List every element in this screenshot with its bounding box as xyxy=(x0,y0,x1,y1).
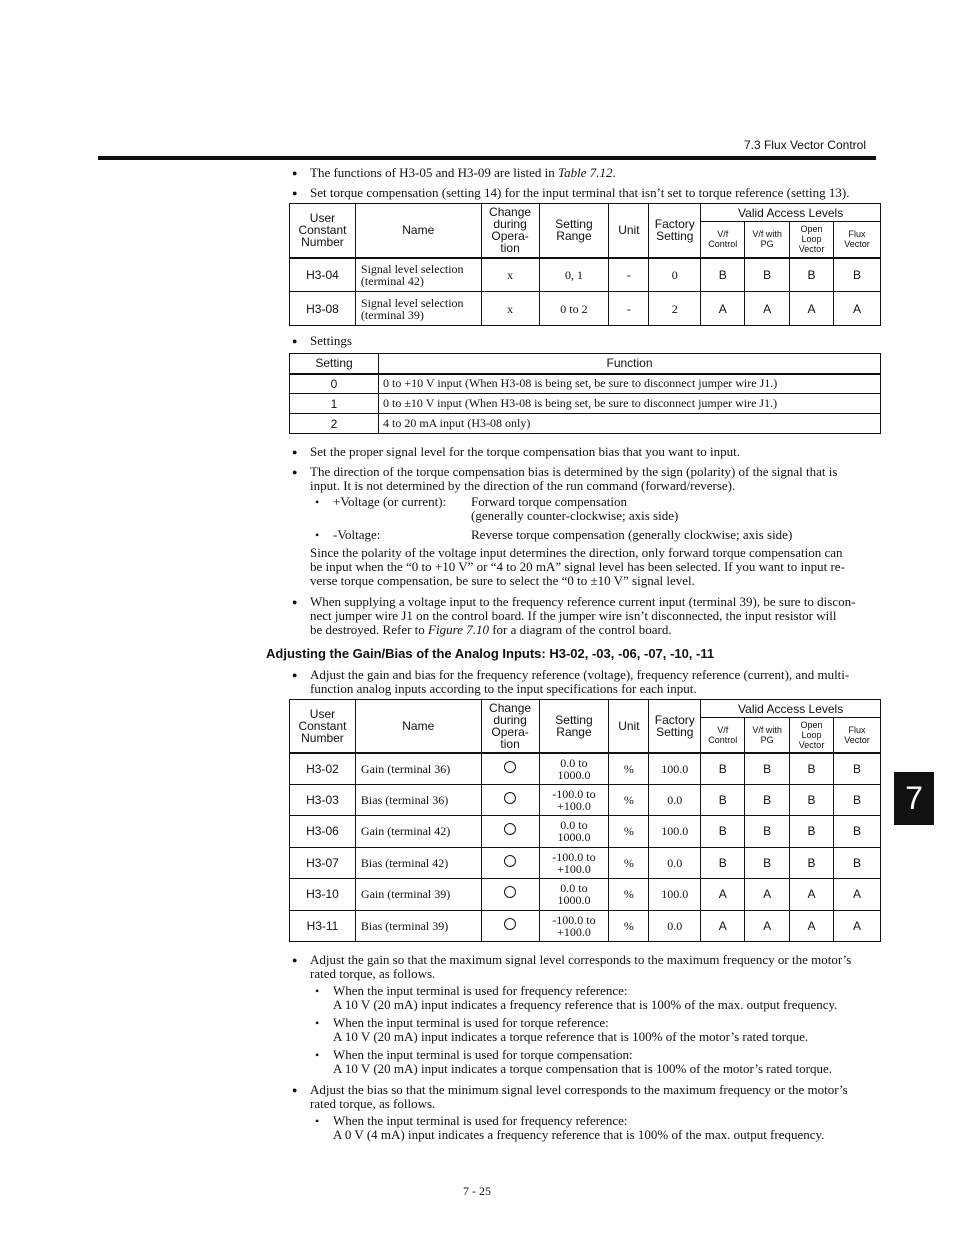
change-allowed-cell xyxy=(481,784,539,816)
header-name: Name xyxy=(355,700,481,753)
change-allowed-cell xyxy=(481,847,539,879)
change-allowed-cell xyxy=(481,816,539,848)
chapter-tab: 7 xyxy=(894,772,934,825)
header-flux-vector: Flux Vector xyxy=(834,222,881,258)
bullet-icon: ● xyxy=(292,336,298,346)
row-name: Bias (terminal 39) xyxy=(355,910,481,942)
figure-reference: Figure 7.10 xyxy=(428,622,489,637)
bullet-icon: ● xyxy=(292,168,298,178)
gain-torque-compensation-item: • When the input terminal is used for torque compensation: A 10 V (20 mA) input indicates a torque compensation that is 100% of the motor’s rated torque. xyxy=(315,1047,832,1076)
row-factory: 100.0 xyxy=(649,879,701,911)
circle-icon xyxy=(504,792,516,804)
row-unit: % xyxy=(609,847,649,879)
header-valid-access-levels: Valid Access Levels xyxy=(701,700,881,718)
circle-icon xyxy=(504,886,516,898)
row-vfpg: A xyxy=(745,879,790,911)
row-olv: A xyxy=(790,879,834,911)
row-flux: A xyxy=(834,879,881,911)
row-code: H3-02 xyxy=(290,753,356,785)
header-valid-access-levels: Valid Access Levels xyxy=(701,204,881,222)
row-range: 0.0 to 1000.0 xyxy=(539,879,609,911)
row-olv: B xyxy=(790,816,834,848)
header-vf-with-pg: V/f with PG xyxy=(745,718,790,753)
row-code: H3-07 xyxy=(290,847,356,879)
header-flux-vector: Flux Vector xyxy=(834,718,881,753)
circle-icon xyxy=(504,823,516,835)
row-vf: B xyxy=(701,847,745,879)
table-row xyxy=(290,816,881,848)
table-row xyxy=(290,784,881,816)
gain-bias-table xyxy=(289,699,881,942)
bullet-icon: ● xyxy=(292,467,298,477)
row-unit: % xyxy=(609,910,649,942)
header-open-loop-vector: Open Loop Vector xyxy=(790,222,834,258)
row-vf: B xyxy=(701,816,745,848)
signal-level-table xyxy=(289,203,881,326)
polarity-paragraph: Since the polarity of the voltage input determines the direction, only forward torque compensation can be input when the “0 to +10 V” or “4 to 20 mA” signal level has been selected. If you want to input re- verse torque compensation, be sure to select the “0 to ±10 V” signal level. xyxy=(310,545,845,588)
row-vfpg: A xyxy=(745,910,790,942)
table-row: 0 0 to +10 V input (When H3-08 is being set, be sure to disconnect jumper wire J1.) xyxy=(290,374,881,394)
bullet-icon: ● xyxy=(292,670,298,680)
row-name: Gain (terminal 39) xyxy=(355,879,481,911)
row-code: H3-03 xyxy=(290,784,356,816)
row-factory: 0.0 xyxy=(649,847,701,879)
row-factory: 0.0 xyxy=(649,910,701,942)
circle-icon xyxy=(504,761,516,773)
sub-bullet-icon: • xyxy=(315,984,320,998)
row-factory: 0.0 xyxy=(649,784,701,816)
table-reference: Table 7.12 xyxy=(558,165,613,180)
change-allowed-cell xyxy=(481,879,539,911)
row-unit: % xyxy=(609,753,649,785)
row-vfpg: B xyxy=(745,753,790,785)
row-olv: B xyxy=(790,753,834,785)
bullet-icon: ● xyxy=(292,188,298,198)
row-name: Gain (terminal 42) xyxy=(355,816,481,848)
sub-bullet-icon: • xyxy=(315,1016,320,1030)
page-number: 7 - 25 xyxy=(463,1184,491,1198)
row-flux: B xyxy=(834,847,881,879)
row-code: H3-11 xyxy=(290,910,356,942)
row-name: Gain (terminal 36) xyxy=(355,753,481,785)
row-vfpg: B xyxy=(745,784,790,816)
table-row xyxy=(290,847,881,879)
row-olv: A xyxy=(790,910,834,942)
row-unit: % xyxy=(609,784,649,816)
plus-voltage-item: • +Voltage (or current): Forward torque compensation (generally counter-clockwise; axis side) xyxy=(315,494,679,523)
header-vf-control: V/f Control xyxy=(701,222,745,258)
sub-bullet-icon: • xyxy=(315,528,320,542)
header-function: Function xyxy=(379,354,881,374)
bullet-icon: ● xyxy=(292,447,298,457)
bullet-functions-h3: ● The functions of H3-05 and H3-09 are listed in Table 7.12. xyxy=(292,165,616,180)
row-name: Bias (terminal 42) xyxy=(355,847,481,879)
header-name: Name xyxy=(355,204,481,258)
bias-frequency-reference-item: • When the input terminal is used for frequency reference: A 0 V (4 mA) input indicates a frequency reference that is 100% of the max. output frequency. xyxy=(315,1113,825,1142)
header-user-constant: User Constant Number xyxy=(290,204,356,258)
sub-bullet-icon: • xyxy=(315,1048,320,1062)
circle-icon xyxy=(504,918,516,930)
header-unit: Unit xyxy=(609,204,649,258)
header-change-during-operation: Change during Opera- tion xyxy=(481,204,539,258)
row-factory: 100.0 xyxy=(649,753,701,785)
header-open-loop-vector: Open Loop Vector xyxy=(790,718,834,753)
table-row: 2 4 to 20 mA input (H3-08 only) xyxy=(290,414,881,434)
row-range: -100.0 to +100.0 xyxy=(539,910,609,942)
bullet-torque-compensation: ● Set torque compensation (setting 14) for the input terminal that isn’t set to torque reference (setting 13). xyxy=(292,185,850,200)
row-vf: B xyxy=(701,753,745,785)
header-setting: Setting xyxy=(290,354,379,374)
section-header: 7.3 Flux Vector Control xyxy=(743,138,866,152)
header-setting-range: Setting Range xyxy=(539,700,609,753)
bullet-settings: ● Settings xyxy=(292,333,352,348)
table-row: H3-08 Signal level selection (terminal 39) x 0 to 2 - 2 A A A A xyxy=(290,292,881,326)
header-change-during-operation: Change during Opera- tion xyxy=(481,700,539,753)
row-name: Bias (terminal 36) xyxy=(355,784,481,816)
header-factory-setting: Factory Setting xyxy=(649,700,701,753)
header-user-constant: User Constant Number xyxy=(290,700,356,753)
table-row xyxy=(290,753,881,785)
bullet-adjust-gain-bias: ● Adjust the gain and bias for the frequency reference (voltage), frequency reference (current), and multi- function analog inputs according to the input specifications for each input. xyxy=(292,667,850,696)
minus-voltage-item: • -Voltage: Reverse torque compensation (generally clockwise; axis side) xyxy=(315,527,793,542)
header-factory-setting: Factory Setting xyxy=(649,204,701,258)
row-range: 0.0 to 1000.0 xyxy=(539,816,609,848)
row-olv: B xyxy=(790,847,834,879)
table-row: H3-04 Signal level selection (terminal 42) x 0, 1 - 0 B B B B xyxy=(290,258,881,292)
header-vf-with-pg: V/f with PG xyxy=(745,222,790,258)
bullet-icon: ● xyxy=(292,955,298,965)
settings-table xyxy=(289,353,881,434)
header-unit: Unit xyxy=(609,700,649,753)
gain-bias-heading: Adjusting the Gain/Bias of the Analog Inputs: H3-02, -03, -06, -07, -10, -11 xyxy=(266,646,715,661)
bullet-signal-level: ● Set the proper signal level for the torque compensation bias that you want to input. xyxy=(292,444,740,459)
row-range: -100.0 to +100.0 xyxy=(539,847,609,879)
row-vfpg: B xyxy=(745,816,790,848)
circle-icon xyxy=(504,855,516,867)
table-row: 1 0 to ±10 V input (When H3-08 is being set, be sure to disconnect jumper wire J1.) xyxy=(290,394,881,414)
change-allowed-cell xyxy=(481,753,539,785)
sub-bullet-icon: • xyxy=(315,495,320,509)
row-code: H3-10 xyxy=(290,879,356,911)
row-vf: B xyxy=(701,784,745,816)
bullet-icon: ● xyxy=(292,1085,298,1095)
bullet-adjust-gain: ● Adjust the gain so that the maximum signal level corresponds to the maximum frequency or the motor’s rated torque, as follows. xyxy=(292,952,852,981)
table-row xyxy=(290,879,881,911)
row-vfpg: B xyxy=(745,847,790,879)
row-flux: B xyxy=(834,784,881,816)
row-flux: A xyxy=(834,910,881,942)
bullet-adjust-bias: ● Adjust the bias so that the minimum signal level corresponds to the maximum frequency or the motor’s rated torque, as follows. xyxy=(292,1082,848,1111)
gain-torque-reference-item: • When the input terminal is used for torque reference: A 10 V (20 mA) input indicates a torque reference that is 100% of the motor’s rated torque. xyxy=(315,1015,809,1044)
row-range: 0.0 to 1000.0 xyxy=(539,753,609,785)
row-vf: A xyxy=(701,879,745,911)
row-unit: % xyxy=(609,816,649,848)
sub-bullet-icon: • xyxy=(315,1114,320,1128)
change-allowed-cell xyxy=(481,910,539,942)
row-range: -100.0 to +100.0 xyxy=(539,784,609,816)
row-vf: A xyxy=(701,910,745,942)
bullet-direction: ● The direction of the torque compensation bias is determined by the sign (polarity) of the signal that is input. It is not determined by the direction of the run command (forward/reverse). xyxy=(292,464,838,493)
row-olv: B xyxy=(790,784,834,816)
header-vf-control: V/f Control xyxy=(701,718,745,753)
row-flux: B xyxy=(834,816,881,848)
table-row xyxy=(290,910,881,942)
header-setting-range: Setting Range xyxy=(539,204,609,258)
row-factory: 100.0 xyxy=(649,816,701,848)
row-code: H3-06 xyxy=(290,816,356,848)
bullet-jumper-wire: ● When supplying a voltage input to the frequency reference current input (terminal 39), be sure to discon- nect jumper wire J1 on the control board. If the jumper wire isn’t disconnected, the input resistor will be destroyed. Refer to Figure 7.10 for a diagram of the control board. xyxy=(292,594,856,637)
row-flux: B xyxy=(834,753,881,785)
header-rule xyxy=(98,156,876,160)
bullet-icon: ● xyxy=(292,597,298,607)
row-unit: % xyxy=(609,879,649,911)
gain-frequency-reference-item: • When the input terminal is used for frequency reference: A 10 V (20 mA) input indicates a frequency reference that is 100% of the max. output frequency. xyxy=(315,983,838,1012)
